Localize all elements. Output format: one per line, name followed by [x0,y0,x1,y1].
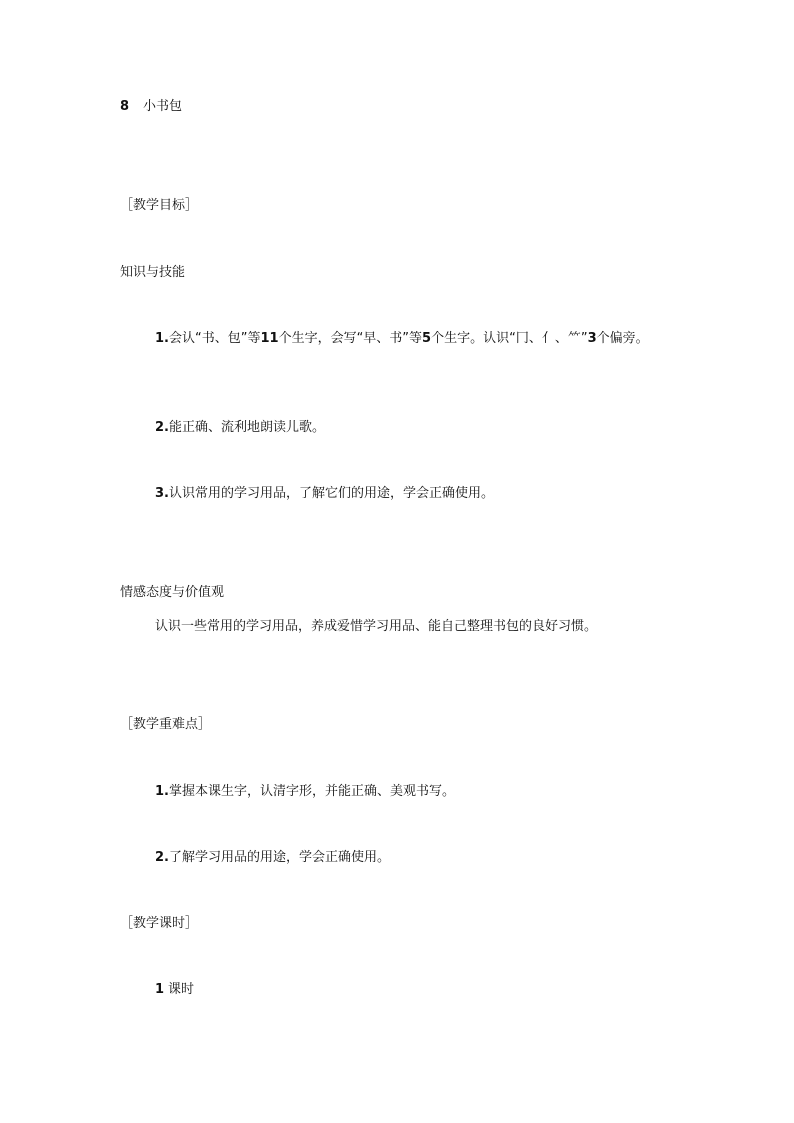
objective-1 [120,328,675,350]
lesson-number: 8 [120,99,130,114]
objective-1-text-c: 个生字。认识“冂、亻、⺮” [431,331,588,346]
lesson-title-text: 小书包 [143,99,183,114]
objective-1-count-3: 3 [587,331,597,346]
objective-1-count-2: 5 [422,331,432,346]
keypoint-2 [155,848,390,868]
keypoint-1 [155,782,455,802]
hours-text: 课时 [168,982,195,997]
hours-number: 1 [155,982,165,997]
keypoint-2-number: 2. [155,850,169,865]
hours-header: ［教学课时］ [120,916,199,931]
objective-1-text-d: 个偏旁。 [596,331,649,346]
objective-1-number: 1. [155,331,169,346]
knowledge-header: 知识与技能 [120,265,186,280]
objective-3-text: 认识常用的学习用品，了解它们的用途，学会正确使用。 [168,486,494,501]
keypoint-1-number: 1. [155,784,169,799]
objective-3-number: 3. [155,486,169,501]
emotion-text: 认识一些常用的学习用品，养成爱惜学习用品、能自己整理书包的良好习惯。 [155,619,598,634]
objectives-header: ［教学目标］ [120,198,199,213]
objective-2 [155,418,325,438]
lesson-title [120,97,182,117]
keypoints-header: ［教学重难点］ [120,717,212,732]
objective-1-count-1: 11 [260,331,279,346]
objective-2-text: 能正确、流利地朗读儿歌。 [168,420,325,435]
objective-1-text-b: 个生字，会写“早、书”等 [278,331,423,346]
hours-line [155,980,194,1000]
keypoint-1-text: 掌握本课生字，认清字形，并能正确、美观书写。 [168,784,455,799]
objective-3 [155,484,494,504]
objective-2-number: 2. [155,420,169,435]
keypoint-2-text: 了解学习用品的用途，学会正确使用。 [168,850,390,865]
emotion-header: 情感态度与价值观 [120,585,225,600]
objective-1-text-a: 会认“书、包”等 [168,331,261,346]
